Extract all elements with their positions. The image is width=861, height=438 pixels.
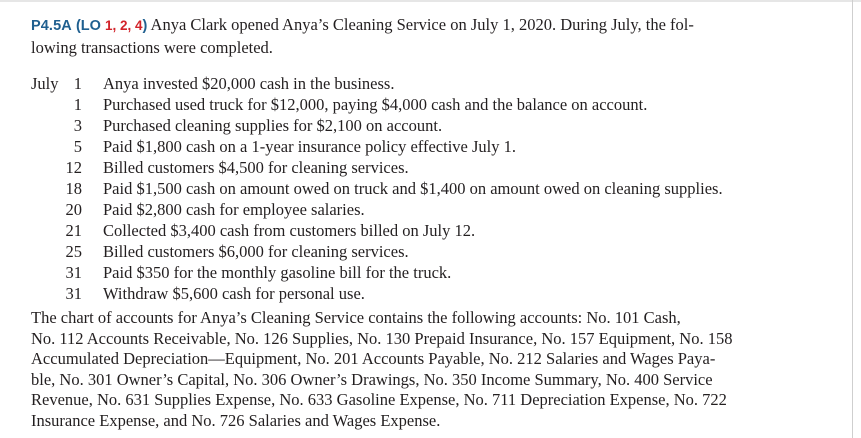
transaction-description: Withdraw $5,600 cash for personal use. xyxy=(103,284,365,303)
learning-objective-close: ) xyxy=(142,18,148,34)
problem-id: P4.5A xyxy=(31,18,72,34)
transaction-row xyxy=(31,178,831,199)
transaction-row xyxy=(31,157,831,178)
transaction-row xyxy=(31,262,831,283)
top-divider xyxy=(0,0,861,2)
transaction-description: Collected $3,400 cash from customers billed on July 12. xyxy=(103,221,476,240)
chart-of-accounts-line: The chart of accounts for Anya’s Cleaning Service contains the following accounts: No. 101 Cash, xyxy=(31,308,681,327)
transaction-description: Paid $350 for the monthly gasoline bill for the truck. xyxy=(103,263,452,282)
transaction-day: 5 xyxy=(73,137,82,156)
intro-text-line-2: lowing transactions were completed. xyxy=(31,38,273,57)
chart-of-accounts-line: Accumulated Depreciation—Equipment, No. 201 Accounts Payable, No. 212 Salaries and Wages Paya- xyxy=(31,349,716,368)
transaction-row xyxy=(31,136,831,157)
chart-of-accounts-line: Revenue, No. 631 Supplies Expense, No. 633 Gasoline Expense, No. 711 Depreciation Expense, No. 722 xyxy=(31,390,727,409)
transaction-day: 31 xyxy=(65,263,82,282)
transaction-list xyxy=(31,73,831,304)
right-divider xyxy=(852,0,853,438)
learning-objective-open: (LO xyxy=(75,18,105,34)
transaction-day: 31 xyxy=(65,284,82,303)
transaction-row xyxy=(31,115,831,136)
transaction-description: Anya invested $20,000 cash in the business. xyxy=(103,74,395,93)
transaction-description: Purchased used truck for $12,000, paying $4,000 cash and the balance on account. xyxy=(103,95,648,114)
transaction-row xyxy=(31,283,831,304)
transaction-description: Paid $2,800 cash for employee salaries. xyxy=(103,200,365,219)
transaction-day: 25 xyxy=(65,242,82,261)
transaction-month: July xyxy=(31,74,59,93)
transaction-day: 20 xyxy=(65,200,82,219)
transaction-day: 21 xyxy=(65,221,82,240)
transaction-day: 1 xyxy=(73,95,82,114)
transaction-day: 3 xyxy=(73,116,82,135)
transaction-description: Purchased cleaning supplies for $2,100 on account. xyxy=(103,116,443,135)
transaction-row xyxy=(31,94,831,115)
transaction-row xyxy=(31,73,831,94)
chart-of-accounts-paragraph xyxy=(31,308,821,431)
transaction-row xyxy=(31,241,831,262)
transaction-description: Billed customers $4,500 for cleaning services. xyxy=(103,158,409,177)
chart-of-accounts-line: No. 112 Accounts Receivable, No. 126 Supplies, No. 130 Prepaid Insurance, No. 157 Equipment, No. 158 xyxy=(31,328,733,348)
learning-objective-numbers: 1, 2, 4 xyxy=(104,18,143,33)
transaction-day: 18 xyxy=(65,179,82,198)
transaction-day: 1 xyxy=(73,74,82,93)
problem-intro xyxy=(31,14,836,58)
chart-of-accounts-line: Insurance Expense, and No. 726 Salaries and Wages Expense. xyxy=(31,410,441,430)
intro-text-line-1: Anya Clark opened Anya’s Cleaning Service on July 1, 2020. During July, the fol- xyxy=(150,15,694,34)
chart-of-accounts-line: ble, No. 301 Owner’s Capital, No. 306 Owner’s Drawings, No. 350 Income Summary, No. 400 Service xyxy=(31,369,713,389)
transaction-description: Paid $1,800 cash on a 1-year insurance policy effective July 1. xyxy=(103,137,516,156)
transaction-day: 12 xyxy=(65,158,82,177)
transaction-row xyxy=(31,199,831,220)
transaction-description: Paid $1,500 cash on amount owed on truck and $1,400 on amount owed on cleaning supplies. xyxy=(103,179,723,198)
transaction-row xyxy=(31,220,831,241)
transaction-description: Billed customers $6,000 for cleaning services. xyxy=(103,242,409,261)
